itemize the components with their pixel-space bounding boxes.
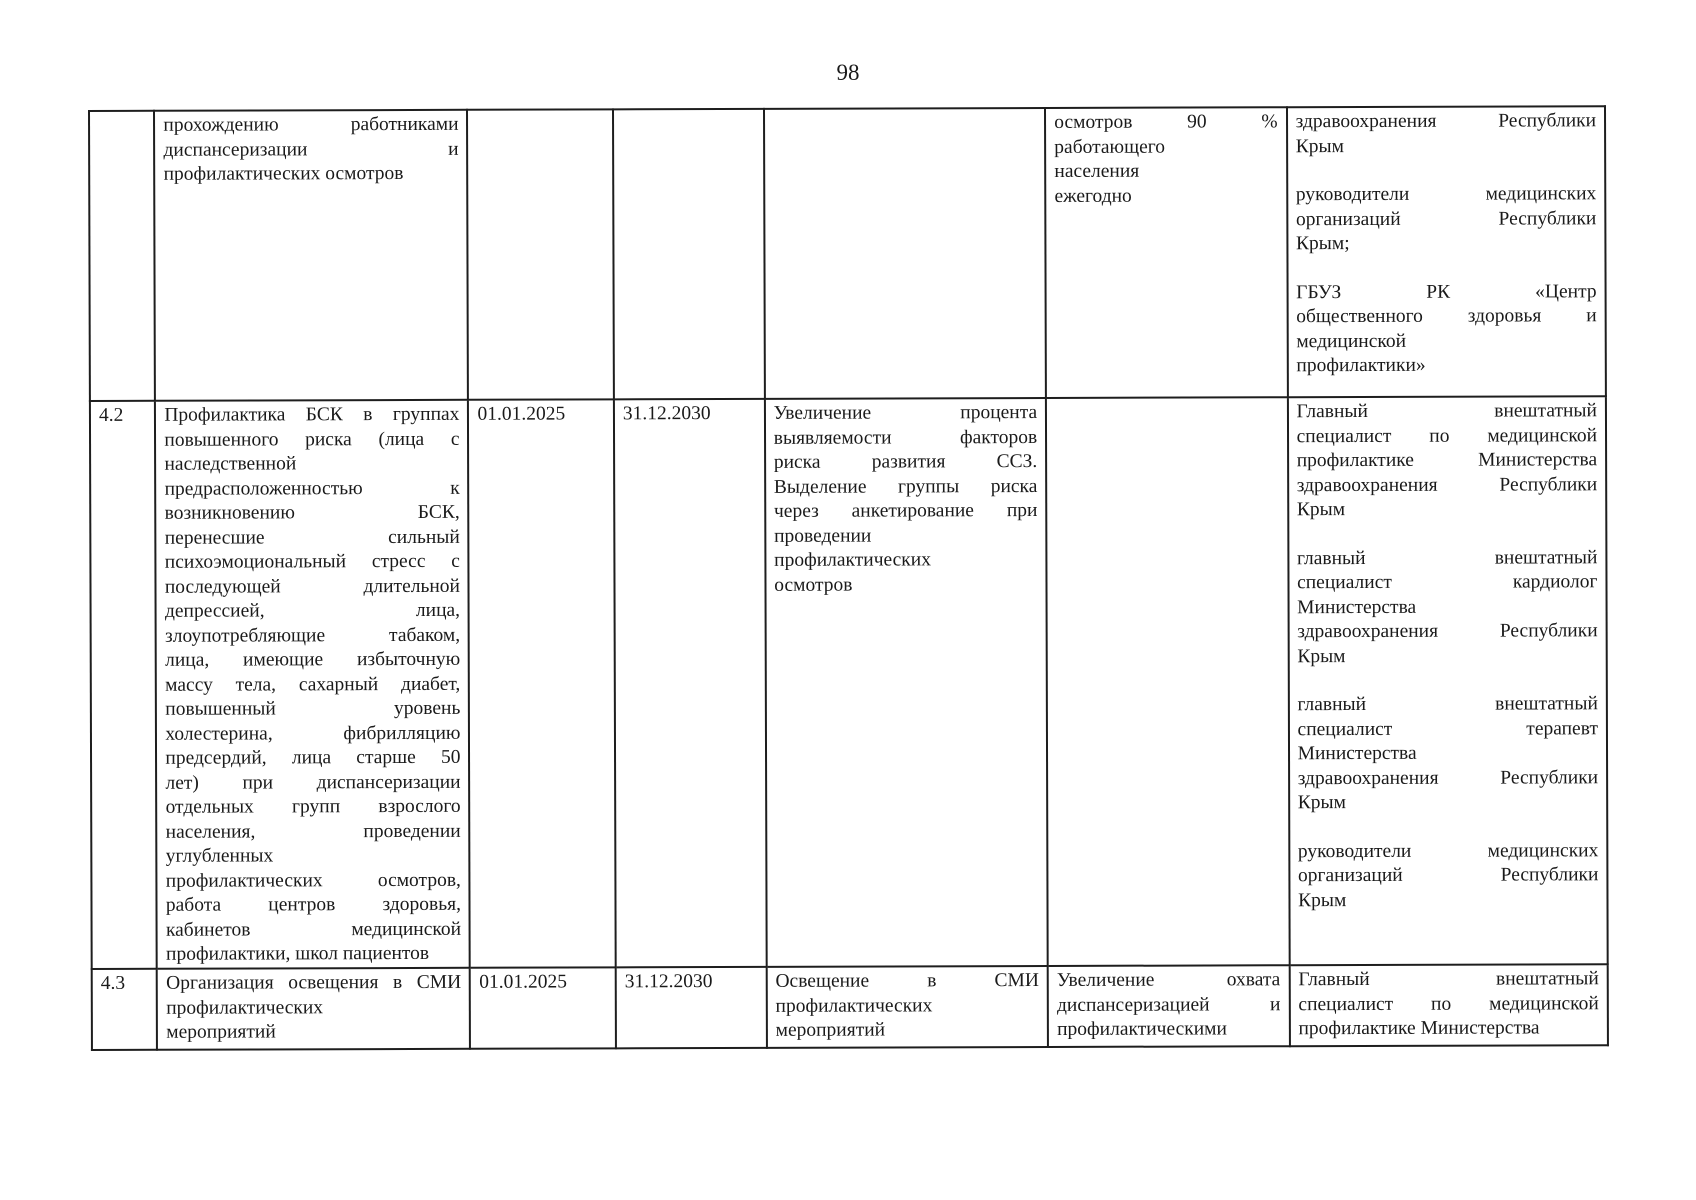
cell-line: последующей длительной xyxy=(164,575,460,598)
cell-expected-result xyxy=(765,398,1048,967)
cell-line: кабинетов медицинской xyxy=(165,918,462,941)
table-row xyxy=(90,396,1608,969)
cell-number xyxy=(90,401,157,969)
cell-line: Крым xyxy=(1295,135,1344,157)
cell-line: повышенный уровень xyxy=(165,697,461,720)
cell-line: работа центров здоровья, xyxy=(165,893,461,916)
end-date: 31.12.2030 xyxy=(624,971,713,993)
cell-end-date xyxy=(613,109,765,399)
cell-expected-result xyxy=(764,108,1046,399)
cell-line: повышенного риска (лица с xyxy=(164,428,460,451)
cell-line: профилактике Министерства xyxy=(1296,449,1598,472)
cell-end-date xyxy=(616,967,767,1048)
cell-line: профилактических xyxy=(775,994,933,1017)
cell-line: Главный внештатный xyxy=(1296,400,1597,423)
cell-line: Выделение группы риска xyxy=(773,475,1038,498)
cell-line: диспансеризацией и xyxy=(1056,993,1281,1016)
cell-line: руководители медицинских xyxy=(1297,839,1599,862)
cell-line: массу тела, сахарный диабет, xyxy=(165,673,461,696)
end-date: 31.12.2030 xyxy=(622,403,711,425)
cell-end-date xyxy=(614,399,767,967)
cell-line: проведении xyxy=(774,525,872,547)
cell-line: населения, проведении xyxy=(165,820,461,843)
table-row xyxy=(92,964,1608,1050)
cell-line: ежегодно xyxy=(1054,185,1132,207)
cell-line: Профилактика БСК в группах xyxy=(164,403,460,426)
cell-responsible xyxy=(1287,106,1606,397)
cell-indicator xyxy=(1046,397,1289,966)
cell-line: профилактических xyxy=(774,549,931,571)
cell-line: депрессией, лица, xyxy=(164,599,461,622)
responsible-block xyxy=(1296,399,1597,522)
cell-expected-result xyxy=(766,966,1048,1048)
cell-activity xyxy=(155,400,470,969)
responsible-block xyxy=(1296,109,1597,159)
cell-line: специалист кардиолог xyxy=(1297,571,1598,594)
cell-line: профилактическими xyxy=(1057,1018,1227,1040)
cell-line: Министерства xyxy=(1297,742,1417,765)
responsible-block xyxy=(1297,692,1598,815)
cell-line: Освещение в СМИ xyxy=(775,970,1039,992)
cell-responsible xyxy=(1289,964,1608,1046)
cell-line: профилактических осмотров, xyxy=(165,869,461,892)
cell-start-date xyxy=(468,399,615,967)
cell-line: предсердий, лица старше 50 xyxy=(165,746,461,769)
cell-line: осмотров 90 % xyxy=(1054,111,1278,133)
cell-line: населения xyxy=(1054,160,1140,182)
cell-line: специалист терапевт xyxy=(1297,717,1598,740)
cell-line: здравоохранения Республики xyxy=(1297,620,1598,643)
cell-line: Крым; xyxy=(1295,233,1350,255)
responsible-block xyxy=(1298,839,1599,913)
cell-line: специалист по медицинской xyxy=(1298,992,1599,1015)
cell-line: здравоохранения Республики xyxy=(1296,473,1598,496)
cell-line: перенесшие сильный xyxy=(164,526,460,549)
start-date: 01.01.2025 xyxy=(479,971,567,993)
responsible-block xyxy=(1298,967,1599,1041)
cell-line: Главный внештатный xyxy=(1298,968,1599,991)
cell-number xyxy=(92,969,158,1050)
cell-line: мероприятий xyxy=(775,1019,886,1041)
cell-line: злоупотребляющие табаком, xyxy=(164,624,461,647)
cell-line: Крым xyxy=(1298,889,1347,911)
cell-line: Увеличение охвата xyxy=(1056,969,1281,991)
cell-line: через анкетирование при xyxy=(773,500,1038,522)
cell-line: мероприятий xyxy=(166,1021,276,1043)
cell-line: организаций Республики xyxy=(1297,864,1599,887)
cell-line: работающего xyxy=(1054,136,1166,158)
responsible-block xyxy=(1296,182,1597,256)
start-date: 01.01.2025 xyxy=(477,403,566,425)
responsible-block xyxy=(1297,546,1598,669)
cell-line: Крым xyxy=(1296,499,1346,521)
cell-line: лица, имеющие избыточную xyxy=(165,648,461,671)
table-row xyxy=(89,106,1606,401)
cell-line: Министерства xyxy=(1297,596,1417,618)
cell-line: здравоохранения Республики xyxy=(1295,110,1597,133)
cell-line: психоэмоциональный стресс с xyxy=(164,550,460,573)
page-number: 98 xyxy=(836,60,860,85)
cell-line: возникновению БСК, xyxy=(164,501,460,524)
cell-responsible xyxy=(1287,396,1607,965)
cell-line: Увеличение процента xyxy=(773,402,1038,424)
cell-activity xyxy=(154,110,468,401)
cell-line: профилактических xyxy=(166,996,324,1019)
cell-line: руководители медицинских xyxy=(1295,183,1597,206)
cell-line: главный внештатный xyxy=(1297,693,1598,716)
cell-line: Крым xyxy=(1297,645,1346,667)
cell-activity xyxy=(157,968,470,1050)
cell-start-date xyxy=(470,967,616,1048)
cell-line: ГБУЗ РК «Центр xyxy=(1296,280,1597,303)
cell-line: здравоохранения Республики xyxy=(1297,766,1599,789)
cell-line: наследственной xyxy=(164,453,297,475)
document-table xyxy=(88,105,1609,1051)
cell-line: Крым xyxy=(1297,792,1346,814)
cell-line: медицинской xyxy=(1296,330,1407,352)
cell-line: Организация освещения в СМИ xyxy=(166,971,462,994)
cell-line: прохождению работниками xyxy=(163,113,459,136)
cell-line: диспансеризации и xyxy=(163,138,459,161)
cell-line: холестерина, фибрилляцию xyxy=(165,722,461,745)
responsible-block xyxy=(1296,280,1597,379)
cell-line: специалист по медицинской xyxy=(1296,424,1598,447)
row-number: 4.3 xyxy=(100,972,126,994)
row-number: 4.2 xyxy=(98,404,124,426)
cell-line: профилактике Министерства xyxy=(1298,1017,1540,1040)
cell-line: отдельных групп взрослого xyxy=(165,795,461,818)
cell-line: общественного здоровья и xyxy=(1296,305,1597,328)
cell-line: осмотров xyxy=(774,574,853,596)
cell-line: профилактических осмотров xyxy=(163,163,404,185)
cell-line: профилактики, школ пациентов xyxy=(165,942,430,965)
cell-indicator xyxy=(1045,107,1287,398)
cell-line: предрасположенностью к xyxy=(164,477,460,500)
cell-line: выявляемости факторов xyxy=(773,426,1038,449)
table-body xyxy=(89,106,1608,1050)
cell-line: организаций Республики xyxy=(1295,207,1597,230)
cell-indicator xyxy=(1048,965,1290,1047)
cell-number xyxy=(89,111,155,401)
cell-line: углубленных xyxy=(165,845,274,867)
cell-start-date xyxy=(467,109,613,399)
cell-line: лет) при диспансеризации xyxy=(165,771,461,794)
cell-line: риска развития ССЗ. xyxy=(773,451,1038,473)
cell-line: профилактики» xyxy=(1296,354,1426,377)
cell-line: главный внештатный xyxy=(1296,546,1598,569)
